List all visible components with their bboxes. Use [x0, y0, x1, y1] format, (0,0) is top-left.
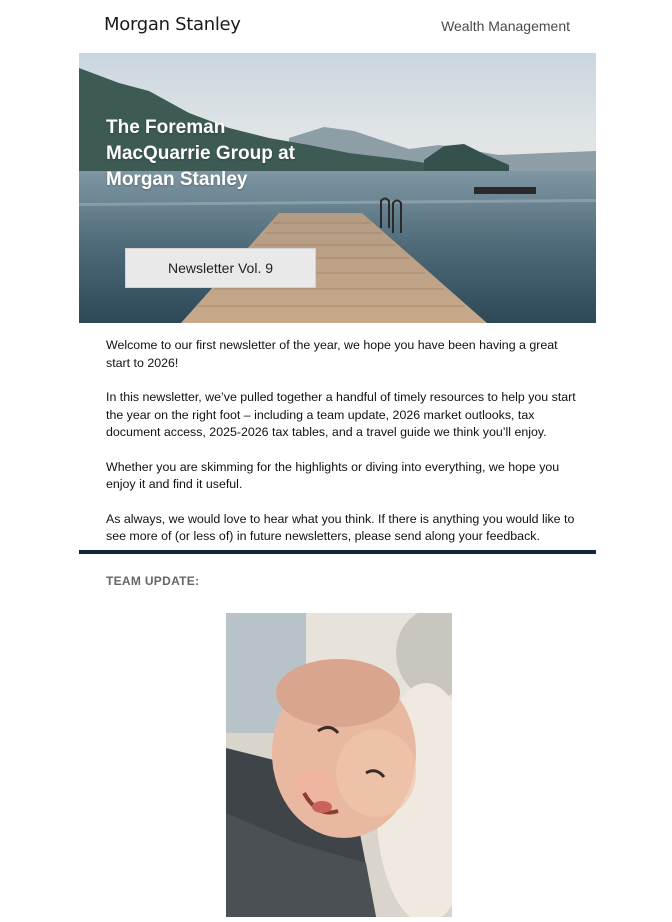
baby-photo — [226, 613, 452, 917]
division-label: Wealth Management — [441, 18, 570, 34]
intro-paragraph: Welcome to our first newsletter of the year, we hope you have been having a great start to 2026! — [106, 338, 558, 370]
hero-title-line: MacQuarrie Group at — [106, 143, 295, 164]
team-update-heading: TEAM UPDATE: — [106, 574, 200, 588]
section-divider — [79, 550, 596, 554]
intro-paragraph: In this newsletter, we’ve pulled together a handful of timely resources to help you start the year on the right foot – including a team update, 2026 market outlooks, tax document access, 2025-2026 tax tables, and a travel guide we think you’ll enjoy. — [106, 390, 576, 439]
intro-paragraph: Whether you are skimming for the highlights or diving into everything, we hope you enjoy it and find it useful. — [106, 459, 560, 491]
hero-title-line: The Foreman — [106, 117, 226, 138]
hero-banner — [79, 53, 596, 323]
hero-title — [106, 115, 336, 193]
team-update-photo — [226, 613, 452, 917]
intro-text — [106, 337, 576, 563]
brand-logo[interactable]: Morgan Stanley — [104, 14, 241, 35]
intro-paragraph: As always, we would love to hear what you think. If there is anything you would like to see more of (or less of) in future newsletters, please send along your feedback. — [106, 511, 575, 543]
hero-title-line: Morgan Stanley — [106, 169, 248, 190]
newsletter-volume-badge: Newsletter Vol. 9 — [125, 248, 316, 288]
